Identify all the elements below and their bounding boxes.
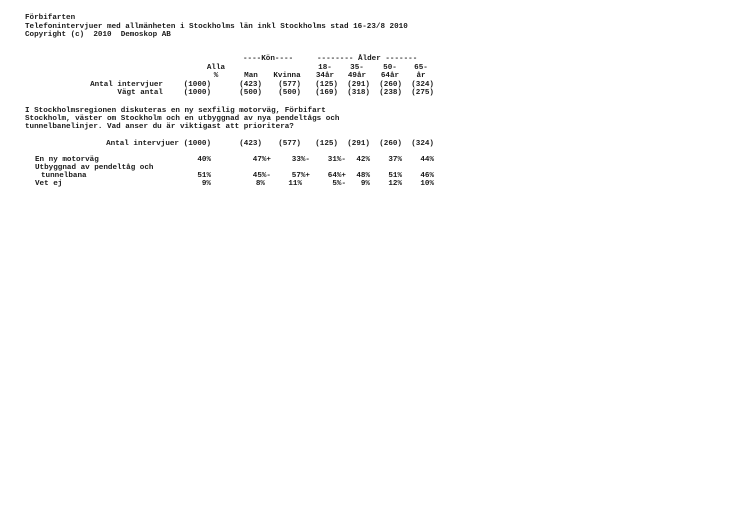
- cell-35-49: (318): [347, 89, 370, 97]
- cell-50-64: (260): [379, 81, 402, 89]
- copyright-line: Copyright (c) 2010 Demoskop AB: [25, 31, 171, 39]
- cell-18-34: 31%-: [327, 156, 346, 164]
- cell-50-64: (260): [379, 140, 402, 148]
- cell-65: (324): [411, 81, 434, 89]
- report-title: Förbifarten: [25, 14, 76, 22]
- answer-label: Vet ej: [35, 180, 63, 188]
- cell-alla: (1000): [183, 140, 211, 148]
- cell-kvinna: (577): [278, 81, 301, 89]
- cell-kvinna: (500): [278, 89, 301, 97]
- cell-alla: 9%: [201, 180, 211, 188]
- row-label: Vägt antal: [117, 89, 163, 97]
- question-text-line-2: Stockholm, väster om Stockholm och en utbyggnad av nya pendeltågs och: [25, 115, 340, 123]
- cell-35-49: 9%: [360, 180, 370, 188]
- col-top-18-34: 18-: [318, 64, 332, 72]
- cell-alla: 40%: [197, 156, 211, 164]
- kon-group-header: ----Kön----: [243, 55, 294, 63]
- row-label: Antal intervjuer: [106, 140, 179, 148]
- col-50-64: 64år: [380, 72, 400, 80]
- cell-18-34: (125): [315, 140, 338, 148]
- col-man: Man: [244, 72, 258, 80]
- cell-65: (324): [411, 140, 434, 148]
- cell-35-49: 42%: [356, 156, 370, 164]
- cell-18-34: (169): [315, 89, 338, 97]
- col-top-35-49: 35-: [350, 64, 364, 72]
- alla-column-header: Alla: [206, 64, 226, 72]
- cell-65: 44%: [420, 156, 434, 164]
- col-kvinna: Kvinna: [273, 72, 301, 80]
- alder-group-header: -------- Ålder -------: [317, 55, 418, 63]
- cell-18-34: 5%-: [332, 180, 346, 188]
- cell-kvinna: (577): [278, 140, 301, 148]
- alla-percent-label: %: [213, 72, 219, 80]
- answer-label: En ny motorväg: [35, 156, 99, 164]
- cell-man: (500): [239, 89, 262, 97]
- cell-50-64: 37%: [388, 156, 402, 164]
- cell-35-49: (291): [347, 140, 370, 148]
- answer-label-continued: tunnelbana: [41, 172, 87, 180]
- col-top-50-64: 50-: [383, 64, 397, 72]
- report-subtitle: Telefonintervjuer med allmänheten i Stockholms län inkl Stockholms stad 16-23/8 2010: [25, 23, 408, 31]
- cell-kvinna: 57%+: [291, 172, 310, 180]
- col-18-34: 34år: [315, 72, 335, 80]
- cell-50-64: (238): [379, 89, 402, 97]
- cell-man: (423): [239, 140, 262, 148]
- cell-65: 46%: [420, 172, 434, 180]
- cell-65: (275): [411, 89, 434, 97]
- cell-kvinna: 11%: [288, 180, 302, 188]
- cell-18-34: 64%+: [327, 172, 346, 180]
- cell-man: 47%+: [252, 156, 271, 164]
- question-text-line-3: tunnelbanelinjer. Vad anser du är viktigast att prioritera?: [25, 123, 294, 131]
- question-text-line-1: I Stockholmsregionen diskuteras en ny sexfilig motorväg, Förbifart: [25, 107, 326, 115]
- col-top-65: 65-: [414, 64, 428, 72]
- cell-man: 8%: [255, 180, 265, 188]
- answer-label: Utbyggnad av pendeltåg och: [35, 164, 154, 172]
- cell-alla: (1000): [183, 81, 211, 89]
- row-label: Antal intervjuer: [90, 81, 163, 89]
- cell-alla: (1000): [183, 89, 211, 97]
- cell-50-64: 51%: [388, 172, 402, 180]
- cell-50-64: 12%: [388, 180, 402, 188]
- cell-alla: 51%: [197, 172, 211, 180]
- cell-man: (423): [239, 81, 262, 89]
- cell-35-49: 48%: [356, 172, 370, 180]
- cell-man: 45%-: [252, 172, 271, 180]
- col-65: år: [416, 72, 426, 80]
- cell-35-49: (291): [347, 81, 370, 89]
- cell-65: 10%: [420, 180, 434, 188]
- cell-18-34: (125): [315, 81, 338, 89]
- col-35-49: 49år: [347, 72, 367, 80]
- cell-kvinna: 33%-: [291, 156, 310, 164]
